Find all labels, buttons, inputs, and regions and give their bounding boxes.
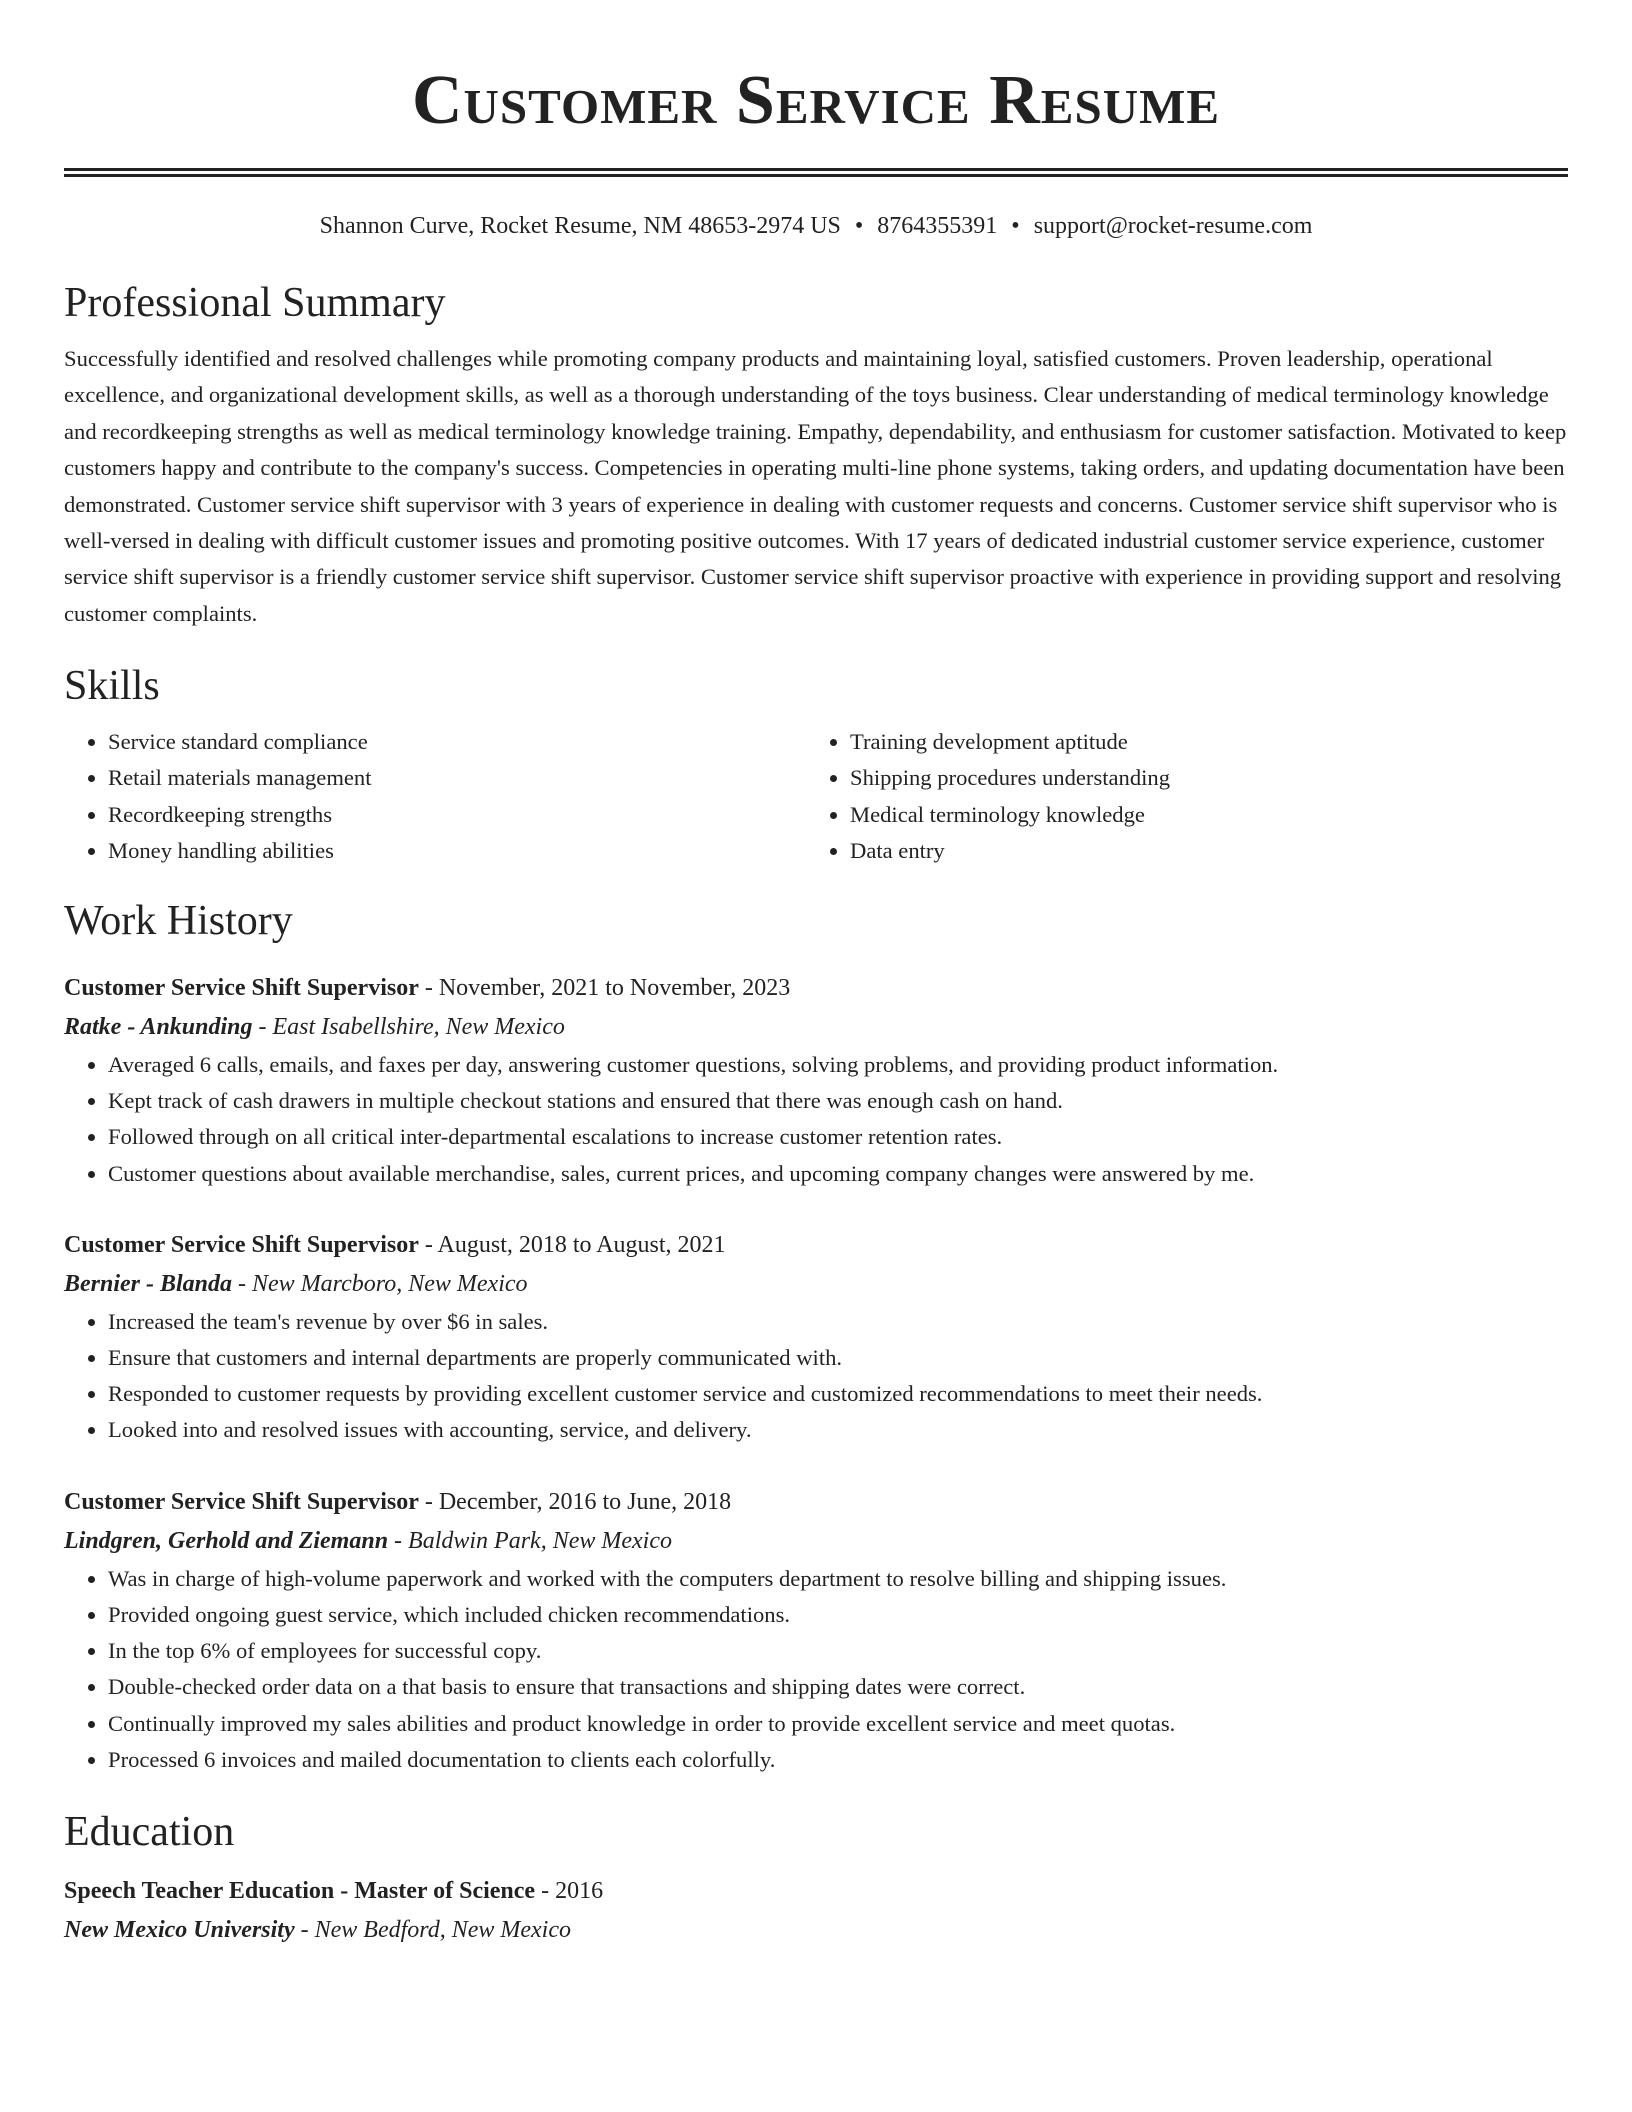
contact-separator: • xyxy=(1011,213,1020,239)
job-header xyxy=(64,969,1568,1007)
job-company: Ratke - Ankunding xyxy=(64,1014,253,1041)
skills-column-right xyxy=(806,724,1548,869)
job-header xyxy=(64,1226,1568,1264)
job-role: Customer Service Shift Supervisor xyxy=(64,975,419,1002)
skills-column-left xyxy=(64,724,806,869)
job-duties xyxy=(64,1561,1568,1778)
job-entry xyxy=(64,1483,1568,1778)
job-duty: • Looked into and resolved issues with accounting, service, and delivery. xyxy=(108,1412,1568,1448)
skill-item: • Data entry xyxy=(850,833,1548,869)
job-employer xyxy=(64,1007,1568,1047)
job-duty: • Averaged 6 calls, emails, and faxes per day, answering customer questions, solving problems, and providing product information. xyxy=(108,1047,1568,1083)
job-duties xyxy=(64,1304,1568,1449)
skill-item: • Recordkeeping strengths xyxy=(108,797,806,833)
skill-item: • Medical terminology knowledge xyxy=(850,797,1548,833)
job-duty: • Followed through on all critical inter-departmental escalations to increase customer retention rates. xyxy=(108,1119,1568,1155)
contact-email: support@rocket-resume.com xyxy=(1033,213,1313,239)
education-heading: Education xyxy=(64,1808,235,1855)
job-dates: - August, 2018 to August, 2021 xyxy=(418,1231,726,1258)
job-location: - East Isabellshire, New Mexico xyxy=(252,1014,565,1041)
resume-page xyxy=(64,0,1568,1950)
education-institution xyxy=(64,1910,1568,1950)
title-divider xyxy=(64,168,1568,177)
job-duty: • Processed 6 invoices and mailed documentation to clients each colorfully. xyxy=(108,1742,1568,1778)
skill-item: • Training development aptitude xyxy=(850,724,1548,760)
job-duties xyxy=(64,1047,1568,1192)
job-duty: • In the top 6% of employees for successful copy. xyxy=(108,1633,1568,1669)
job-role: Customer Service Shift Supervisor xyxy=(64,1488,419,1515)
education-school: New Mexico University xyxy=(64,1916,295,1943)
summary-heading: Professional Summary xyxy=(64,280,446,326)
job-location: - Baldwin Park, New Mexico xyxy=(388,1527,672,1554)
contact-phone: 8764355391 xyxy=(877,213,998,239)
education-location: - New Bedford, New Mexico xyxy=(294,1916,571,1943)
job-entry xyxy=(64,969,1568,1192)
job-duty: • Increased the team's revenue by over $6 in sales. xyxy=(108,1304,1568,1340)
job-employer xyxy=(64,1521,1568,1561)
job-location: - New Marcboro, New Mexico xyxy=(232,1270,528,1297)
job-header xyxy=(64,1483,1568,1521)
work-history-heading: Work History xyxy=(64,898,293,945)
job-entry xyxy=(64,1226,1568,1449)
skill-item: • Money handling abilities xyxy=(108,833,806,869)
job-dates: - December, 2016 to June, 2018 xyxy=(418,1488,732,1515)
job-role: Customer Service Shift Supervisor xyxy=(64,1231,419,1258)
summary-text: Successfully identified and resolved challenges while promoting company products and maintaining loyal, satisfied customers. Proven leadership, operational excellence, and organizational development skills, as well as a thorough understanding of the toys business. Clear understanding of medical terminology knowledge and recordkeeping strengths as well as medical terminology knowledge training. Empathy, dependability, and enthusiasm for customer satisfaction. Motivated to keep customers happy and contribute to the company's success. Competencies in operating multi-line phone systems, taking orders, and updating documentation have been demonstrated. Customer service shift supervisor with 3 years of experience in dealing with customer requests and concerns. Customer service shift supervisor who is well-versed in dealing with difficult customer issues and promoting positive outcomes. With 17 years of dedicated industrial customer service experience, customer service shift supervisor is a friendly customer service shift supervisor. Customer service shift supervisor proactive with experience in providing support and resolving customer complaints. xyxy=(64,346,1567,626)
job-duty: • Customer questions about available merchandise, sales, current prices, and upcoming company changes were answered by me. xyxy=(108,1156,1568,1192)
job-dates: - November, 2021 to November, 2023 xyxy=(418,975,791,1002)
job-company: Bernier - Blanda xyxy=(64,1270,233,1297)
job-company: Lindgren, Gerhold and Ziemann xyxy=(64,1527,389,1554)
skills-heading: Skills xyxy=(64,663,160,710)
job-employer xyxy=(64,1264,1568,1304)
skill-item: • Retail materials management xyxy=(108,760,806,796)
skill-item: • Service standard compliance xyxy=(108,724,806,760)
skills-list xyxy=(64,724,1568,869)
job-duty: • Ensure that customers and internal departments are properly communicated with. xyxy=(108,1340,1568,1376)
resume-title: Customer Service Resume xyxy=(411,62,1221,139)
education-year: - 2016 xyxy=(535,1877,604,1904)
job-duty: • Double-checked order data on a that basis to ensure that transactions and shipping dates were correct. xyxy=(108,1669,1568,1705)
job-duty: • Responded to customer requests by providing excellent customer service and customized recommendations to meet their needs. xyxy=(108,1376,1568,1412)
contact-separator: • xyxy=(854,213,864,239)
job-duty: • Kept track of cash drawers in multiple checkout stations and ensured that there was enough cash on hand. xyxy=(108,1083,1568,1119)
job-duty: • Provided ongoing guest service, which included chicken recommendations. xyxy=(108,1597,1568,1633)
contact-address: Shannon Curve, Rocket Resume, NM 48653-2974 US xyxy=(319,213,841,239)
contact-line xyxy=(64,211,1568,241)
skill-item: • Shipping procedures understanding xyxy=(850,760,1548,796)
education-entry xyxy=(64,1872,1568,1950)
education-header xyxy=(64,1872,1568,1910)
job-duty: • Was in charge of high-volume paperwork and worked with the computers department to resolve billing and shipping issues. xyxy=(108,1561,1568,1597)
job-duty: • Continually improved my sales abilities and product knowledge in order to provide excellent service and meet quotas. xyxy=(108,1706,1568,1742)
education-degree: Speech Teacher Education - Master of Science xyxy=(64,1877,536,1904)
